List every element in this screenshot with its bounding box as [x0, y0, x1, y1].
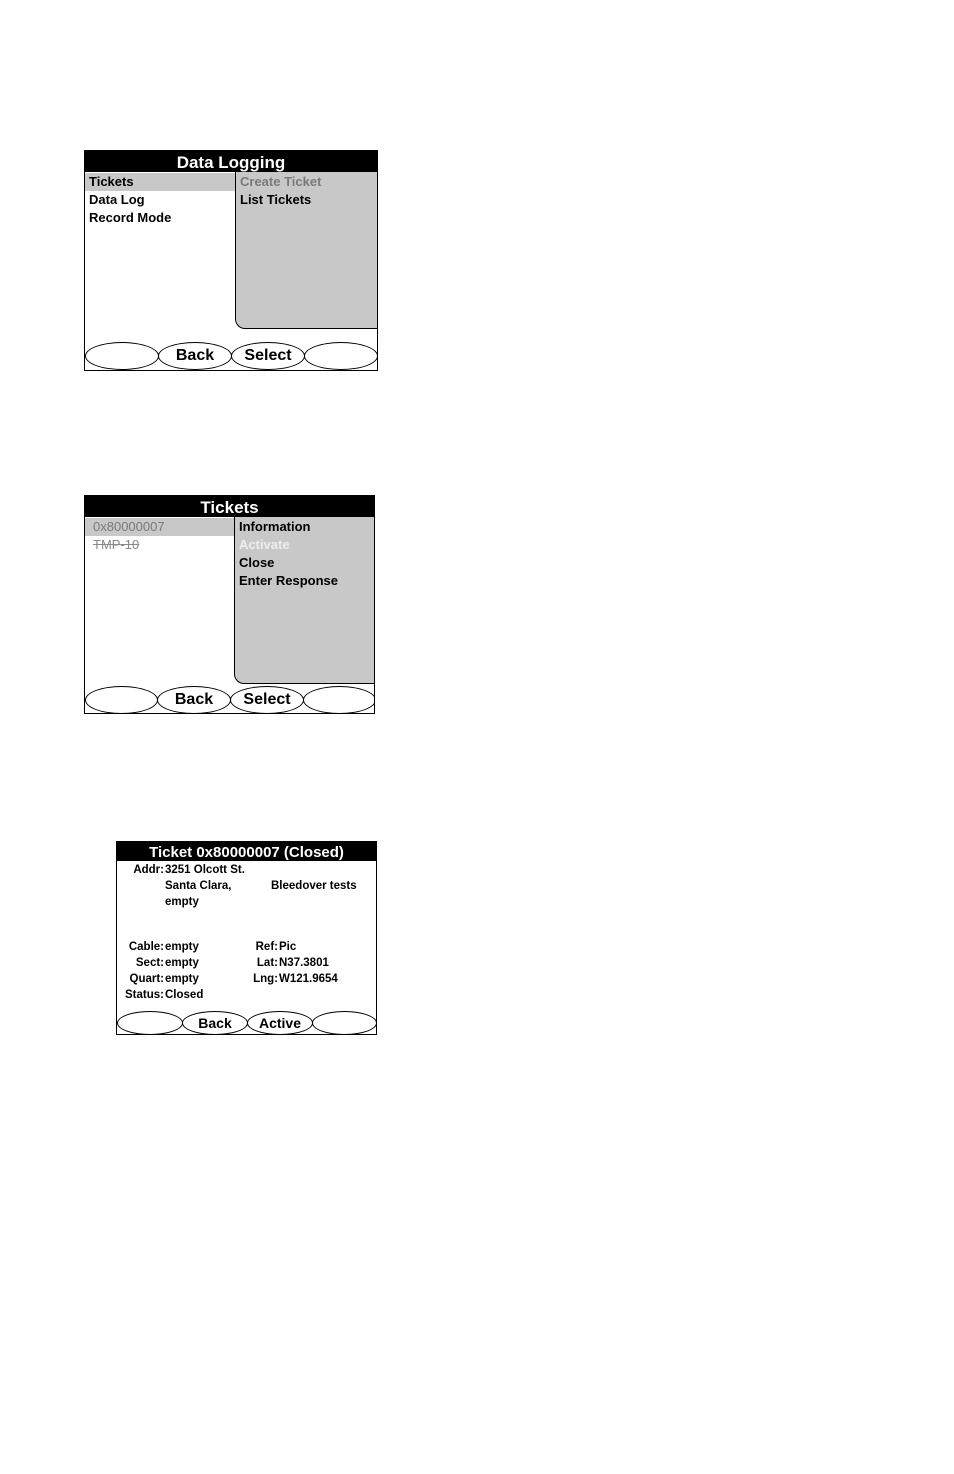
addr-line-2: Santa Clara,	[165, 880, 232, 892]
sect-value: empty	[165, 957, 199, 969]
submenu-panel	[234, 517, 375, 684]
softkey-4[interactable]	[303, 686, 375, 714]
menu-item-tickets[interactable]: Tickets	[85, 173, 235, 191]
status-value: Closed	[165, 989, 204, 1001]
back-button[interactable]: Back	[158, 342, 232, 370]
quart-value: empty	[165, 973, 199, 985]
status-label: Status:	[125, 989, 164, 1001]
lat-label: Lat:	[256, 957, 278, 969]
submenu-item-information[interactable]: Information	[239, 519, 311, 534]
ticket-item-0x80000007[interactable]: 0x80000007	[85, 518, 235, 536]
sect-label: Sect:	[135, 957, 164, 969]
softkey-1[interactable]	[85, 342, 159, 370]
softkey-bar	[85, 342, 377, 370]
menu-item-data-log[interactable]: Data Log	[89, 192, 145, 207]
screen-title: Tickets	[85, 496, 374, 517]
ticket-note: Bleedover tests	[271, 880, 357, 892]
addr-label: Addr:	[133, 864, 164, 876]
cable-label: Cable:	[128, 941, 164, 953]
menu-item-record-mode[interactable]: Record Mode	[89, 210, 172, 225]
submenu-panel	[235, 172, 378, 329]
ref-label: Ref:	[255, 941, 278, 953]
select-button[interactable]: Select	[231, 342, 305, 370]
select-button[interactable]: Select	[230, 686, 304, 714]
submenu-item-create-ticket[interactable]: Create Ticket	[240, 174, 322, 189]
back-button[interactable]: Back	[182, 1011, 248, 1035]
submenu-item-enter-response[interactable]: Enter Response	[239, 573, 338, 588]
softkey-4[interactable]	[312, 1011, 377, 1035]
tickets-screen	[84, 495, 375, 714]
active-button[interactable]: Active	[247, 1011, 313, 1035]
ticket-item-tmp-10[interactable]: TMP-10	[93, 537, 140, 552]
softkey-4[interactable]	[304, 342, 378, 370]
softkey-1[interactable]	[85, 686, 158, 714]
screen-title: Ticket 0x80000007 (Closed)	[117, 842, 376, 861]
cable-value: empty	[165, 941, 199, 953]
back-button[interactable]: Back	[157, 686, 231, 714]
data-logging-screen	[84, 150, 378, 371]
lng-label: Lng:	[253, 973, 278, 985]
addr-line-1: 3251 Olcott St.	[165, 864, 245, 876]
softkey-1[interactable]	[117, 1011, 183, 1035]
screen-title: Data Logging	[85, 151, 377, 172]
lat-value: N37.3801	[279, 957, 329, 969]
submenu-item-list-tickets[interactable]: List Tickets	[240, 192, 312, 207]
softkey-bar	[117, 1011, 376, 1035]
ref-value: Pic	[279, 941, 297, 953]
ticket-detail-screen	[116, 841, 377, 1035]
softkey-bar	[85, 686, 374, 714]
addr-line-3: empty	[165, 896, 199, 908]
lng-value: W121.9654	[279, 973, 338, 985]
submenu-item-activate[interactable]: Activate	[239, 537, 290, 552]
submenu-item-close[interactable]: Close	[239, 555, 275, 570]
quart-label: Quart:	[129, 973, 164, 985]
